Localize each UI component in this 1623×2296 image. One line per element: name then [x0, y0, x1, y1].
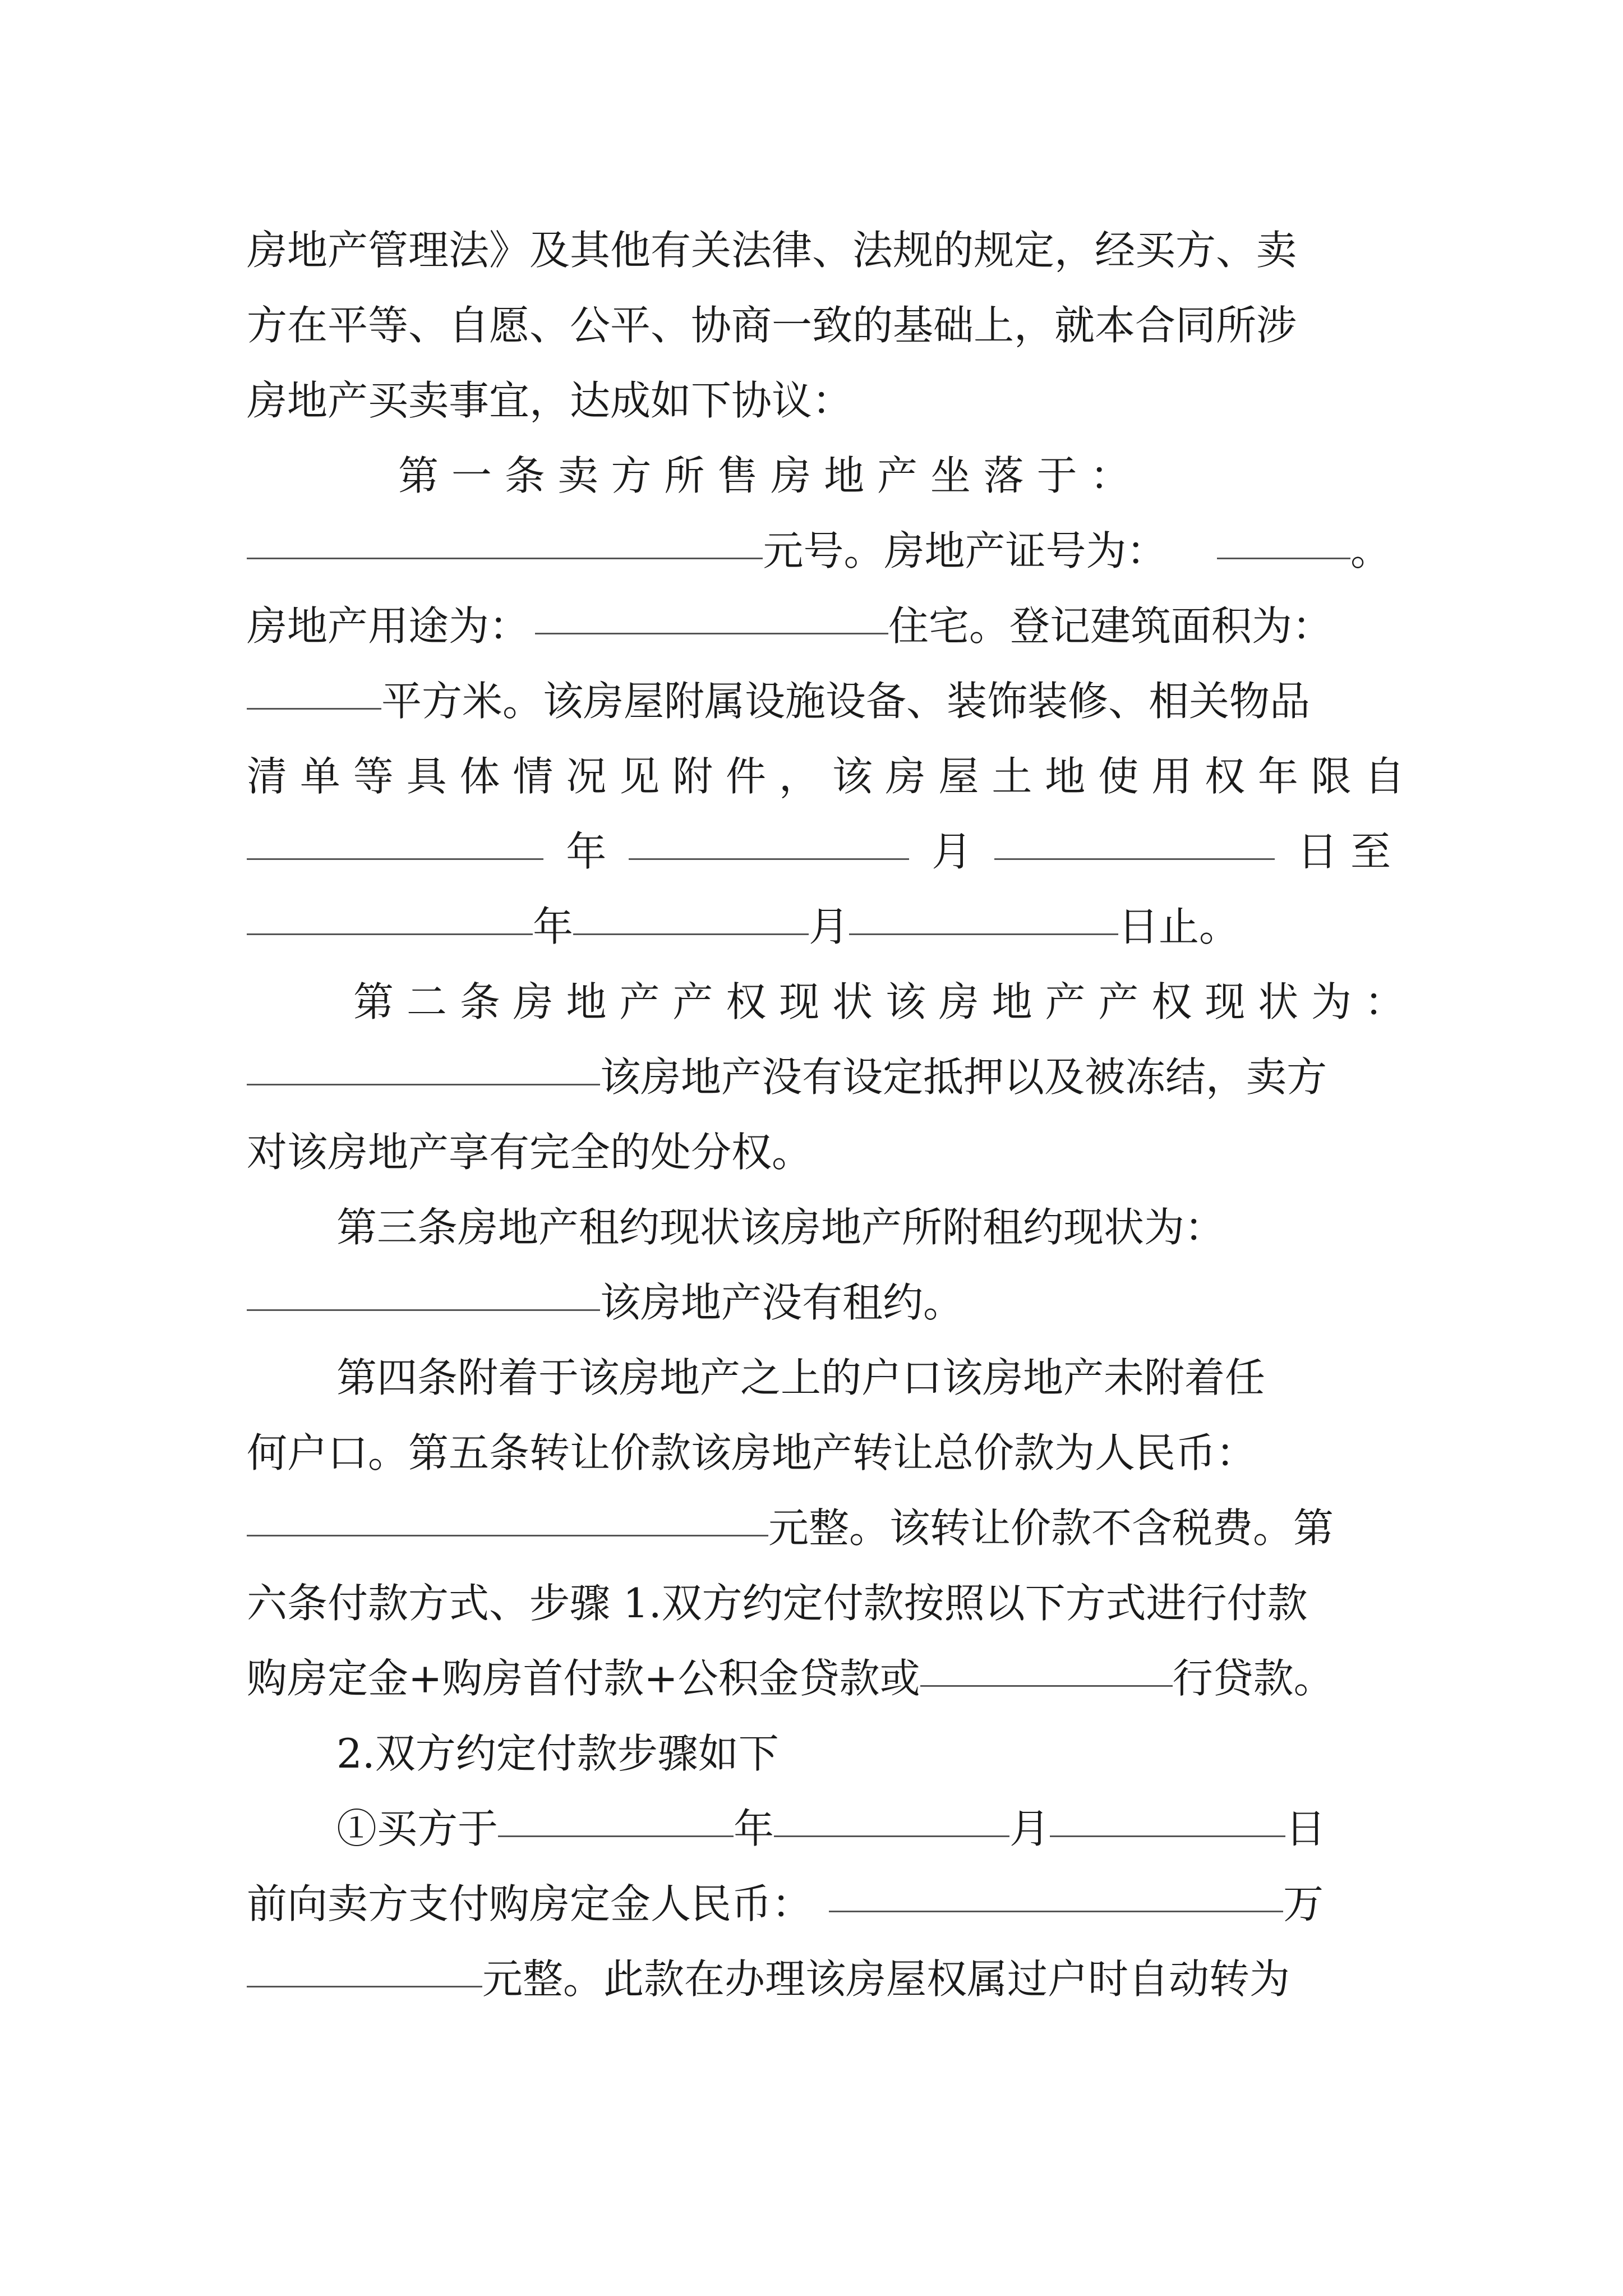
- text-line-9: [247, 818, 1391, 885]
- fill-blank: [247, 1534, 768, 1536]
- text-segment: 第 二 条 房 地 产 产 权 现 状 该 房 地 产 产 权 现 状 为 ：: [353, 978, 1405, 1025]
- fill-blank: [1050, 1835, 1285, 1837]
- text-segment: 该房地产没有租约。: [600, 1279, 964, 1326]
- clause-3-heading: [336, 1194, 1391, 1261]
- fill-blank: [247, 1985, 482, 1987]
- text-segment: 六条付款方式、步骤 1.双方约定付款按照以下方式进行付款: [247, 1580, 1308, 1627]
- text-segment: 年: [533, 903, 574, 950]
- text-segment: 前向卖方支付购房定金人民币：: [247, 1880, 813, 1927]
- text-segment: 2.双方约定付款步骤如下: [336, 1730, 779, 1777]
- text-segment: 住宅。登记建筑面积为：: [888, 602, 1333, 650]
- fill-blank: [535, 632, 888, 634]
- text-line-8: [247, 743, 1405, 810]
- fill-blank: [573, 933, 809, 935]
- text-line-19: [247, 1570, 1391, 1637]
- fill-blank: [774, 1835, 1009, 1837]
- clause-1-heading: [398, 442, 1391, 509]
- text-segment: 元整。该转让价款不含税费。第: [768, 1504, 1334, 1552]
- clause-4-heading: [336, 1344, 1391, 1411]
- fill-blank: [247, 933, 533, 935]
- text-line-23: [247, 1870, 1391, 1938]
- text-segment: 元整。此款在办理该房屋权属过户时自动转为: [482, 1955, 1290, 2003]
- fill-blank: [498, 1835, 734, 1837]
- text-segment: 日 至: [1297, 828, 1391, 875]
- text-line-22: [336, 1795, 1391, 1862]
- clause-2-heading: [353, 968, 1405, 1036]
- text-line-18: [247, 1494, 1391, 1562]
- text-segment: 何户口。第五条转让价款该房地产转让总价款为人民币：: [247, 1429, 1257, 1476]
- text-segment: 月: [932, 828, 972, 875]
- text-line-15: [247, 1269, 1391, 1336]
- fill-blank: [247, 1083, 600, 1085]
- text-segment: 第四条附着于该房地产之上的户口该房地产未附着任: [336, 1354, 1266, 1401]
- text-segment: 日止。: [1118, 903, 1240, 950]
- text-line-1: [247, 217, 1391, 284]
- text-segment: 元号。房地产证号为：: [763, 527, 1167, 574]
- text-segment: 。: [1350, 527, 1391, 574]
- text-segment: 该房地产没有设定抵押以及被冻结，卖方: [600, 1053, 1327, 1101]
- text-segment: 年: [734, 1805, 774, 1852]
- text-segment: 行贷款。: [1172, 1655, 1334, 1702]
- fill-blank: [247, 557, 763, 559]
- fill-blank: [829, 1910, 1283, 1912]
- text-segment: 房地产用途为：: [247, 602, 530, 650]
- text-segment: ①买方于: [336, 1805, 499, 1852]
- text-segment: 月: [809, 903, 850, 950]
- text-line-10: [247, 893, 1391, 960]
- text-segment: 清 单 等 具 体 情 况 见 附 件 ， 该 房 屋 土 地 使 用 权 年 限 自: [247, 753, 1405, 800]
- text-segment: 方在平等、自愿、公平、协商一致的基础上，就本合同所涉: [247, 302, 1297, 349]
- text-line-12: [247, 1043, 1391, 1111]
- fill-blank: [247, 1309, 600, 1311]
- fill-blank: [247, 707, 381, 710]
- fill-blank: [247, 858, 543, 860]
- text-segment: 月: [1009, 1805, 1050, 1852]
- text-segment: 年: [566, 828, 607, 875]
- text-line-2: [247, 292, 1391, 359]
- text-segment: 购房定金+购房首付款+公积金贷款或: [247, 1655, 920, 1702]
- text-line-5: [247, 517, 1391, 585]
- text-line-6: [247, 592, 1391, 660]
- fill-blank: [920, 1685, 1173, 1687]
- text-segment: 第三条房地产租约现状该房地产所附租约现状为：: [336, 1204, 1225, 1251]
- fill-blank: [629, 858, 909, 860]
- fill-blank: [1217, 557, 1350, 559]
- text-segment: 日: [1285, 1805, 1326, 1852]
- text-line-21: [336, 1720, 1391, 1787]
- text-segment: 平方米。该房屋附属设施设备、装饰装修、相关物品: [381, 678, 1311, 725]
- fill-blank: [994, 858, 1275, 860]
- text-segment: 万: [1283, 1880, 1324, 1927]
- text-line-24: [247, 1945, 1391, 2013]
- text-segment: 第 一 条 卖 方 所 售 房 地 产 坐 落 于 ：: [398, 452, 1131, 499]
- fill-blank: [849, 933, 1118, 935]
- text-line-7: [247, 668, 1391, 735]
- text-line-17: [247, 1419, 1391, 1487]
- text-segment: 房地产管理法》及其他有关法律、法规的规定，经买方、卖: [247, 227, 1297, 274]
- text-segment: 房地产买卖事宜，达成如下协议：: [247, 377, 853, 424]
- text-line-3: [247, 367, 1391, 434]
- text-line-20: [247, 1645, 1391, 1712]
- text-segment: 对该房地产享有完全的处分权。: [247, 1129, 813, 1176]
- text-line-13: [247, 1119, 1391, 1186]
